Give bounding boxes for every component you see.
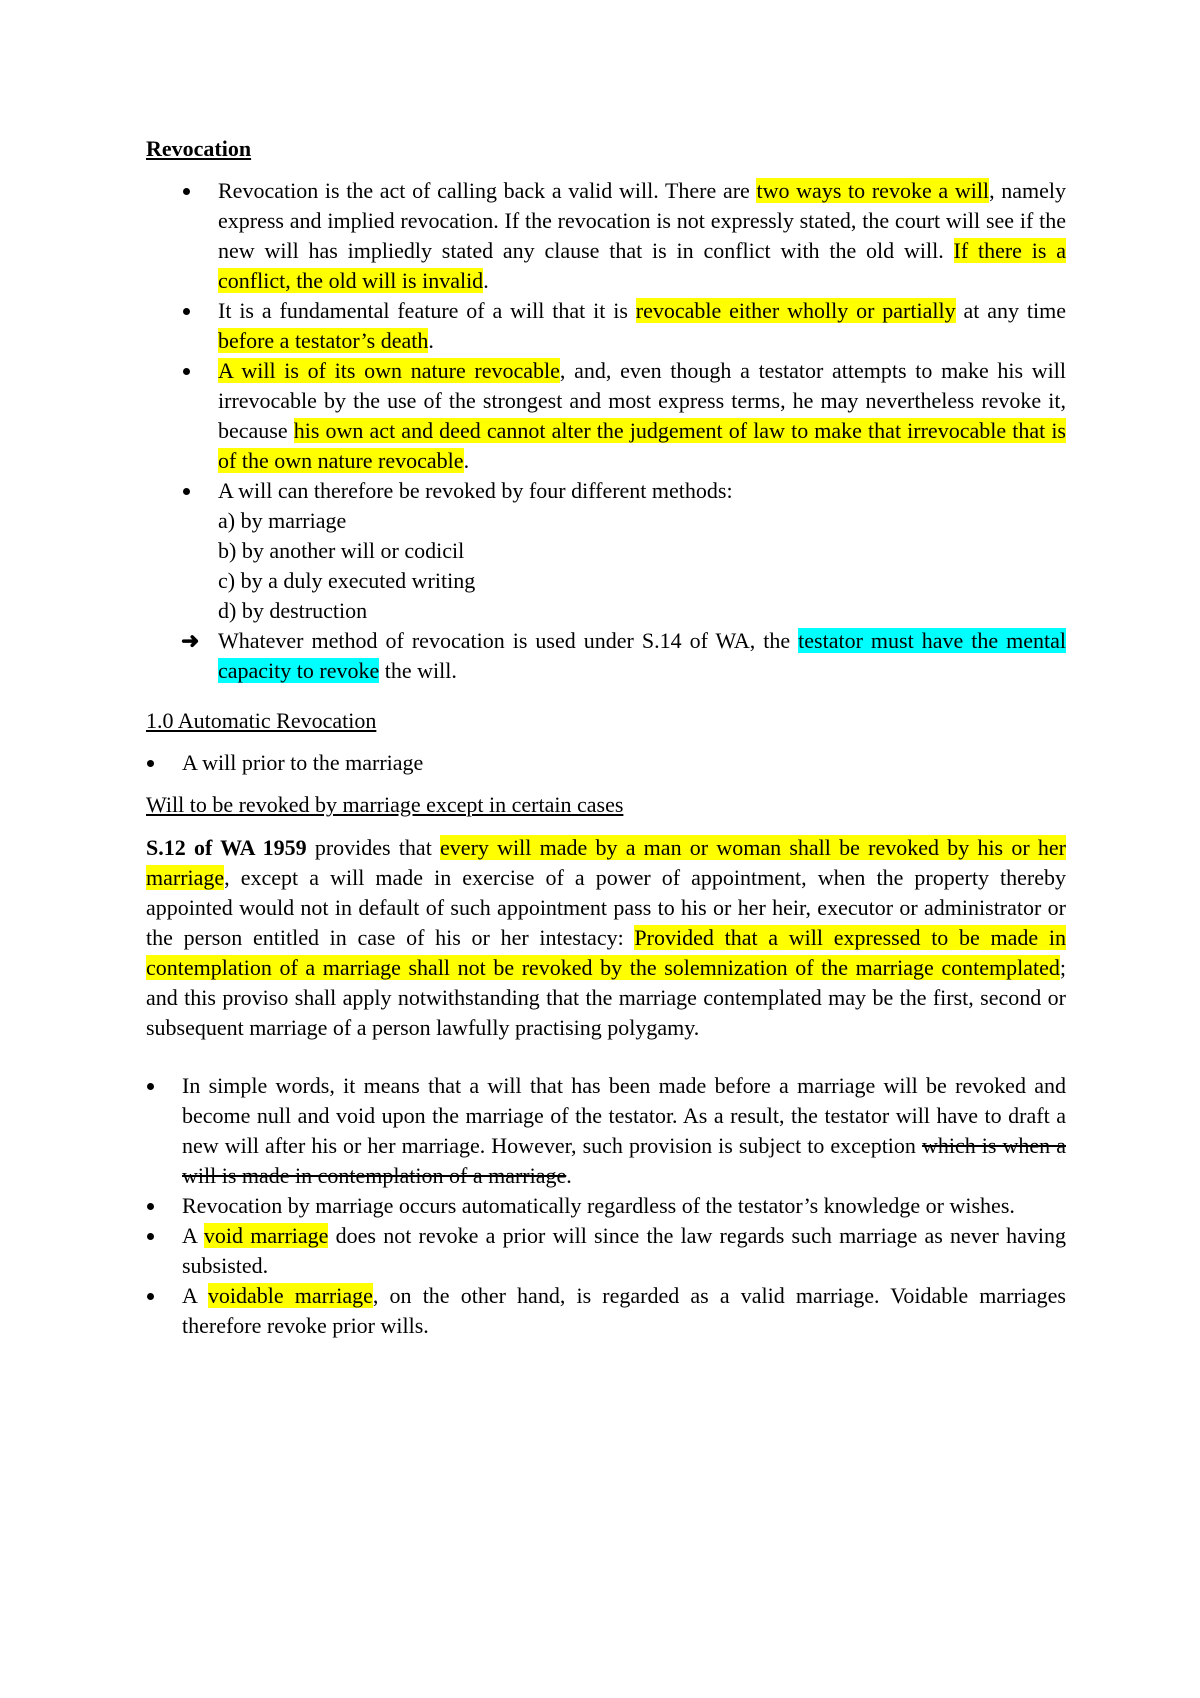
highlight: every will made by a man or woman shall be revoked by his or her marriage bbox=[146, 835, 1066, 890]
section-heading-block bbox=[146, 706, 1066, 736]
list-item: Revocation by marriage occurs automatically regardless of the testator’s knowledge or wishes. bbox=[146, 1191, 1066, 1221]
highlight: revocable either wholly or partially bbox=[635, 298, 956, 323]
statute-reference: S.12 of WA 1959 bbox=[146, 835, 307, 860]
section-subheading: Will to be revoked by marriage except in certain cases bbox=[146, 792, 624, 817]
section-heading: 1.0 Automatic Revocation bbox=[146, 708, 377, 733]
list-item: A will prior to the marriage bbox=[146, 748, 1066, 778]
bullet-dot-icon bbox=[183, 488, 190, 495]
highlight: before a testator’s death bbox=[218, 328, 429, 353]
highlight: If there is a conflict, the old will is invalid bbox=[218, 238, 1067, 293]
list-item: In simple words, it means that a will that has been made before a marriage will be revoked and become null and void upon the marriage of the testator. As a result, the testator will have to draft a new will after his or her marriage. However, such provision is subject to exception which is when a will is made in contemplation of a marriage. bbox=[146, 1071, 1066, 1191]
highlight: Provided that a will expressed to be made in contemplation of a marriage shall not be revoked by the solemnization of the marriage contemplated bbox=[146, 925, 1066, 980]
bullet-dot-icon bbox=[183, 368, 190, 375]
section-bullet-block bbox=[146, 748, 1066, 778]
highlight: testator must have the mental capacity to revoke bbox=[218, 628, 1066, 683]
method-item: d) by destruction bbox=[218, 598, 368, 623]
bullet-dot-icon bbox=[147, 1083, 154, 1090]
page-title: Revocation bbox=[146, 136, 252, 161]
bullet-dot-icon bbox=[183, 188, 190, 195]
section-subheading-block bbox=[146, 790, 1066, 820]
bullet-dot-icon bbox=[147, 1203, 154, 1210]
highlight: voidable marriage bbox=[207, 1283, 373, 1308]
bullet-dot-icon bbox=[147, 1293, 154, 1300]
section-bullet-list bbox=[146, 748, 1066, 778]
page-title-block bbox=[146, 134, 1066, 164]
list-item: A voidable marriage, on the other hand, is regarded as a valid marriage. Voidable marriages therefore revoke prior wills. bbox=[146, 1281, 1066, 1341]
notes-section bbox=[146, 1071, 1066, 1341]
list-item: A will can therefore be revoked by four different methods: a) by marriage b) by another will or codicil c) by a duly executed writing d) by destruction bbox=[146, 476, 1066, 626]
intro-bullet-list bbox=[146, 176, 1066, 626]
bullet-dot-icon bbox=[147, 1233, 154, 1240]
method-item: b) by another will or codicil bbox=[218, 538, 465, 563]
method-item: c) by a duly executed writing bbox=[218, 568, 476, 593]
highlight: A will is of its own nature revocable bbox=[218, 358, 560, 383]
list-item: A will is of its own nature revocable, and, even though a testator attempts to make his will irrevocable by the use of the strongest and most express terms, he may nevertheless revoke it, because his own act and deed cannot alter the judgement of law to make that irrevocable that is of the own nature revocable. bbox=[146, 356, 1066, 476]
list-item: Revocation is the act of calling back a valid will. There are two ways to revoke a will, namely express and implied revocation. If the revocation is not expressly stated, the court will see if the new will has impliedly stated any clause that is in conflict with the old will. If there is a conflict, the old will is invalid. bbox=[146, 176, 1066, 296]
bullet-dot-icon bbox=[183, 308, 190, 315]
struck-text: which is when a will is made in contemplation of a marriage bbox=[182, 1133, 1066, 1188]
list-item: It is a fundamental feature of a will that it is revocable either wholly or partially at any time before a testator’s death. bbox=[146, 296, 1066, 356]
highlight: void marriage bbox=[203, 1223, 329, 1248]
highlight: two ways to revoke a will bbox=[756, 178, 990, 203]
arrow-note: ➜ Whatever method of revocation is used under S.14 of WA, the testator must have the mental capacity to revoke the will. bbox=[181, 628, 1066, 683]
list-item: A void marriage does not revoke a prior will since the law regards such marriage as never having subsisted. bbox=[146, 1221, 1066, 1281]
highlight: his own act and deed cannot alter the judgement of law to make that irrevocable that is of the own nature revocable bbox=[218, 418, 1066, 473]
statute-paragraph: S.12 of WA 1959 provides that every will made by a man or woman shall be revoked by his or her marriage, except a will made in exercise of a power of appointment, when the property thereby appointed would not in default of such appointment pass to his or her heir, executor or administrator or the person entitled in case of his or her intestacy: Provided that a will expressed to be made in contemplation of a marriage shall not be revoked by the solemnization of the marriage contemplated; and this proviso shall apply notwithstanding that the marriage contemplated may be the first, second or subsequent marriage of a person lawfully practising polygamy. bbox=[146, 835, 1066, 1040]
arrow-right-icon: ➜ bbox=[181, 628, 200, 653]
notes-bullet-list bbox=[146, 1071, 1066, 1341]
bullet-dot-icon bbox=[147, 760, 154, 767]
method-item: a) by marriage bbox=[218, 508, 347, 533]
intro-section bbox=[146, 176, 1066, 686]
